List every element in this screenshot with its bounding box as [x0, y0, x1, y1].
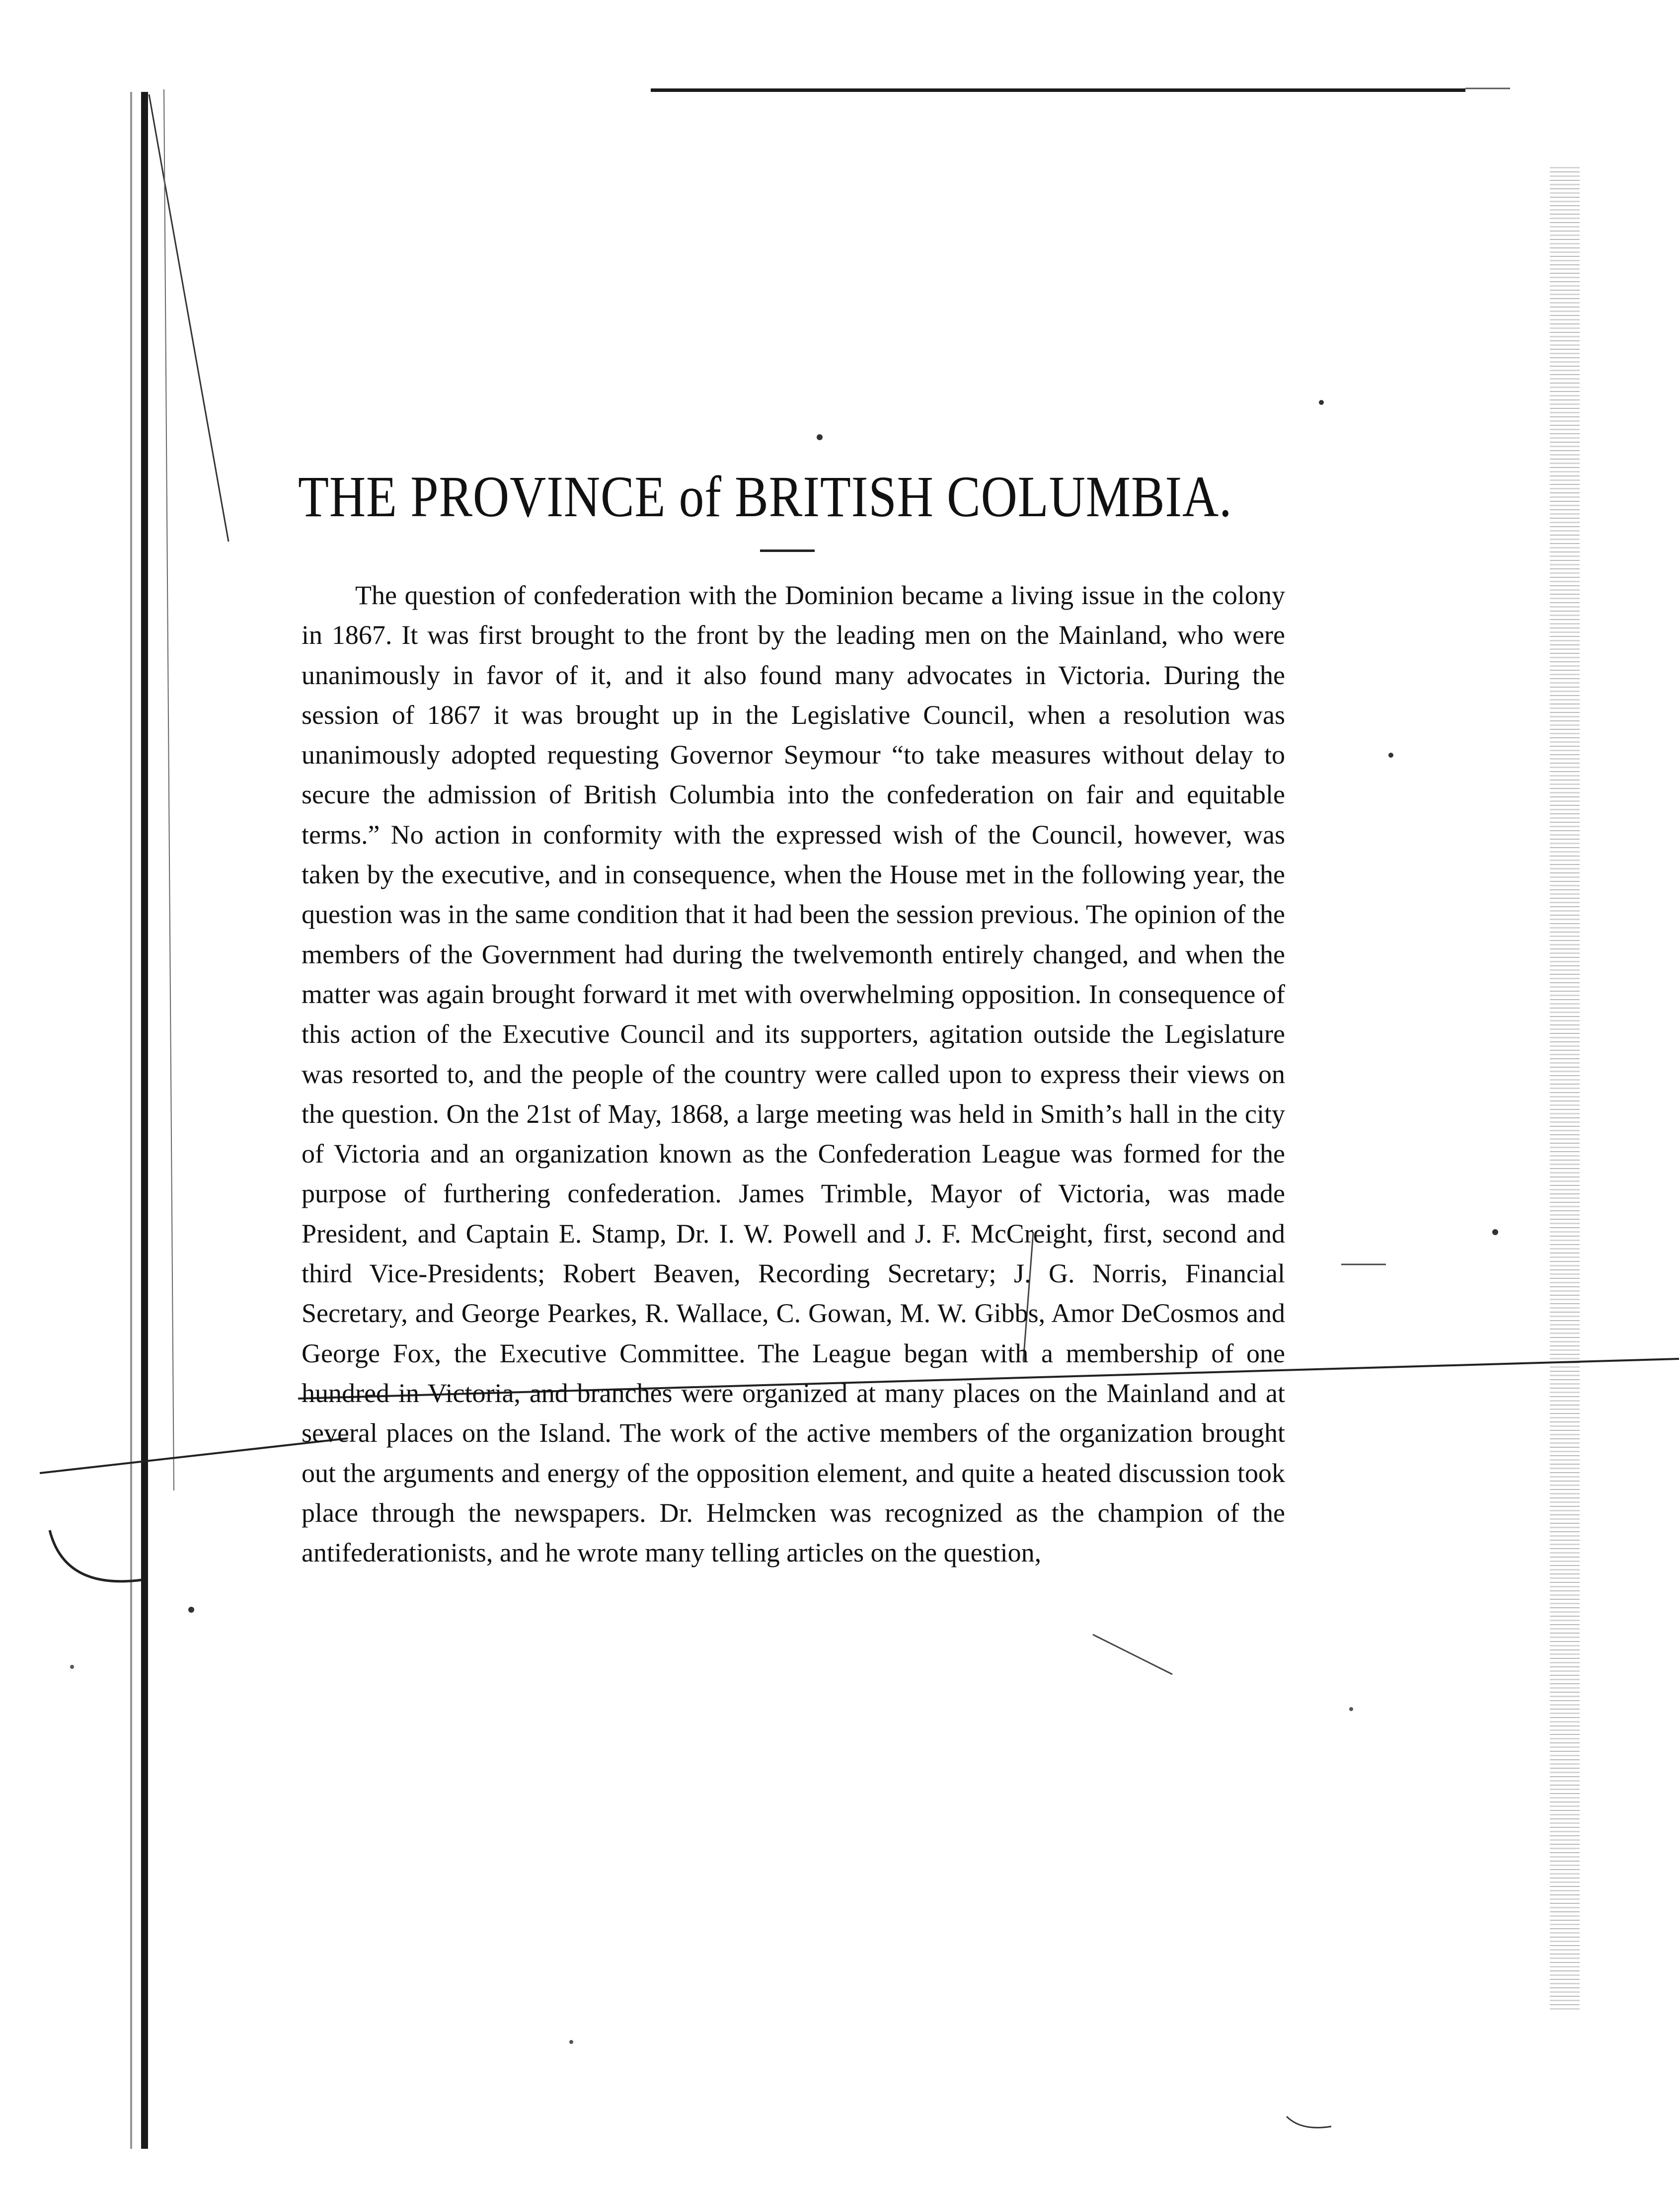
- left-margin-shadow: [130, 92, 132, 2149]
- top-edge-rule: [651, 88, 1465, 92]
- left-margin-rule: [141, 92, 148, 2149]
- body-paragraph: The question of confederation with the Dominion became a living issue in the colony in 1867. It was first brought to the front by the leading men on the Mainland, who were unanimously in favor of it, and it also found many advocates in Victoria. During the session of 1867 it was brought up in the Legislative Council, when a resolution was unanimously adopted requesting Governor Seymour “to take measures without delay to secure the admission of British Columbia into the confederation on fair and equitable terms.” No action in conformity with the expressed wish of the Council, however, was taken by the executive, and in consequence, when the House met in the following year, the question was in the same condition that it had been the session previous. The opinion of the members of the Government had during the twelvemonth entirely changed, and when the matter was again brought forward it met with overwhelming opposition. In consequence of this action of the Executive Council and its supporters, agitation outside the Legislature was resorted to, and the people of the country were called upon to express their views on the question. On the 21st of May, 1868, a large meeting was held in Smith’s hall in the city of Victoria and an organization known as the Confederation League was formed for the purpose of furthering confederation. James Trimble, Mayor of Victoria, was made President, and Captain E. Stamp, Dr. I. W. Powell and J. F. McCreight, first, second and third Vice-Presidents; Robert Beaven, Recording Secretary; J. G. Norris, Financial Secretary, and George Pearkes, R. Wallace, C. Gowan, M. W. Gibbs, Amor DeCosmos and George Fox, the Executive Committee. The League began with a membership of one hundred in Victoria, and branches were organized at many places on the Mainland and at several places on the Island. The work of the active members of the organization brought out the arguments and energy of the opposition element, and quite a heated discussion took place through the newspapers. Dr. Helmcken was recognized as the champion of the antifederationists, and he wrote many telling articles on the question,: [302, 580, 1285, 1568]
- page-title: THE PROVINCE of BRITISH COLUMBIA.: [298, 464, 1232, 529]
- title-underline-rule: [760, 549, 815, 552]
- right-edge-scan-noise: [1550, 164, 1580, 2012]
